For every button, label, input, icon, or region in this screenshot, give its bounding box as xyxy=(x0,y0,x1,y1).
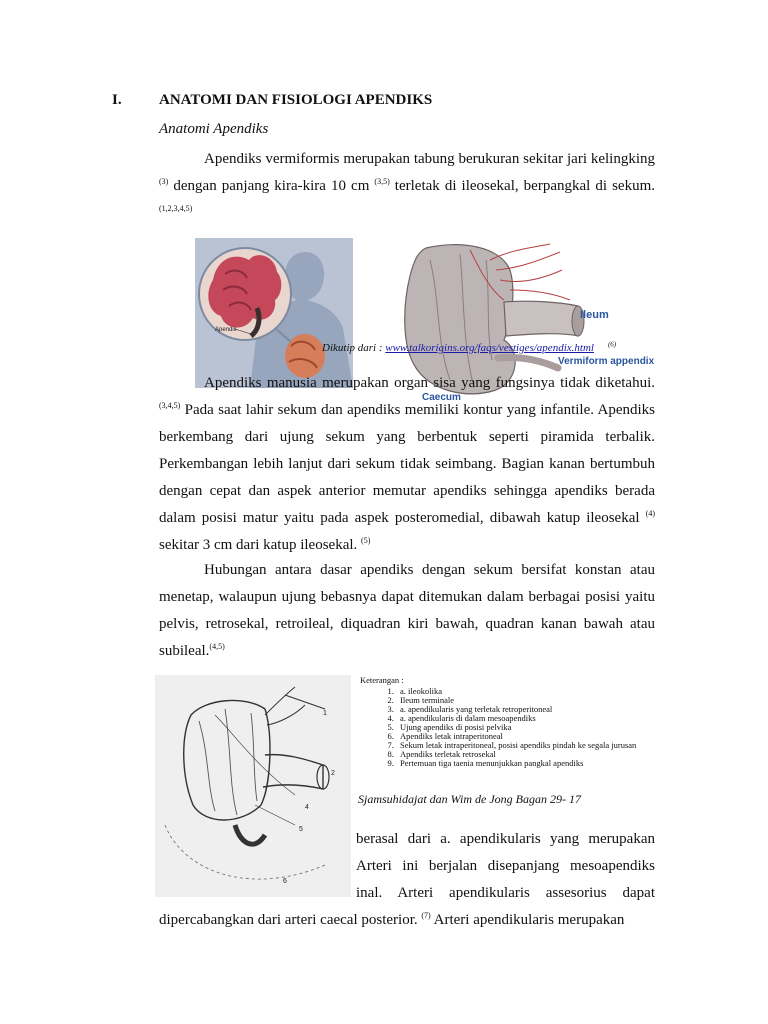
para4-text: Arteri apendikularis merupakan xyxy=(430,912,625,928)
svg-text:2: 2 xyxy=(331,770,335,777)
ileum-label: Ileum xyxy=(580,309,609,321)
section-title: ANATOMI DAN FISIOLOGI APENDIKS xyxy=(159,92,433,108)
source-link[interactable]: www.talkorigins.org/faqs/vestiges/apendix.html xyxy=(385,342,594,354)
appendix-location-illustration xyxy=(195,238,353,388)
paragraph-4-line-1: berasal dari a. apendikularis yang merupakan xyxy=(356,831,655,847)
caecum-label: Caecum xyxy=(422,392,461,403)
svg-text:5: 5 xyxy=(299,826,303,833)
legend-item: 8. Apendiks terletak retrosekal xyxy=(396,750,656,759)
legend-item: 1. a. ileokolika xyxy=(396,687,656,696)
para4-text: dipercabangkan dari arteri caecal posterior. xyxy=(159,912,422,928)
paragraph-4-line-2: Arteri ini berjalan disepanjang mesoapendiks xyxy=(356,858,655,874)
para2-text: Pada saat lahir sekum dan apendiks memiliki kontur yang infantile. Apendiks berkembang dari ujung sekum yang berbentuk seperti piramida terbalik. Perkembangan lebih lanjut dari sekum tidak seimbang. Bagian kanan bertumbuh dengan cepat dan aspek anterior memutar apendiks sehingga apendiks berada dalam posisi matur yaitu pada aspek posteromedial, dibawah katup ileosekal xyxy=(159,402,655,526)
legend-item: 6. Apendiks letak intraperitoneal xyxy=(396,732,656,741)
citation: (6) xyxy=(607,340,617,349)
citation: (4) xyxy=(645,509,655,518)
figure2-caption: Sjamsuhidajat dan Wim de Jong Bagan 29- 17 xyxy=(358,792,581,806)
appendix-label: Apendix xyxy=(215,327,237,333)
legend-title: Keterangan : xyxy=(360,675,404,685)
caption-prefix: Dikutip dari : xyxy=(322,342,386,354)
legend-item: 5. Ujung apendiks di posisi pelvika xyxy=(396,723,656,732)
legend-item: 9. Pertemuan tiga taenia menunjukkan pangkal apendiks xyxy=(396,759,656,768)
citation: (3,5) xyxy=(374,177,390,186)
paragraph-2 xyxy=(159,370,655,559)
para1-text: Apendiks vermiformis merupakan tabung berukuran sekitar jari kelingking xyxy=(204,151,655,167)
paragraph-4-line-4 xyxy=(159,907,655,934)
svg-text:1: 1 xyxy=(323,710,327,717)
svg-text:4: 4 xyxy=(305,804,309,811)
section-number: I. xyxy=(112,92,122,108)
legend-item: 3. a. apendikularis yang terletak retroperitoneal xyxy=(396,705,656,714)
citation: (4,5) xyxy=(209,642,225,651)
legend-item: 7. Sekum letak intraperitoneal, posisi apendiks pindah ke segala jurusan xyxy=(396,741,656,750)
para1-text: terletak di ileosekal, berpangkal di sekum. xyxy=(389,178,655,194)
para1-text: dengan panjang kira-kira 10 cm xyxy=(168,178,375,194)
paragraph-3 xyxy=(159,557,655,665)
svg-text:6: 6 xyxy=(283,878,287,885)
citation: (1,2,3,4,5) xyxy=(159,204,193,213)
citation: (3) xyxy=(159,177,169,186)
paragraph-4-line-3: inal. Arteri apendikularis assesorius dapat xyxy=(356,885,655,901)
para2-text: Apendiks manusia merupakan organ sisa yang fungsinya tidak diketahui. xyxy=(204,375,655,391)
legend-item: 2. Ileum terminale xyxy=(396,696,656,705)
figure2-legend xyxy=(360,676,656,768)
para3-text: Hubungan antara dasar apendiks dengan sekum bersifat konstan atau menetap, walaupun ujung bebasnya dapat ditemukan dalam berbagai posisi yaitu pelvis, retrosekal, retroileal, diquadran kiri bawah, quadran kanan bawah atau subileal. xyxy=(159,562,655,659)
figure1-caption xyxy=(322,342,616,354)
appendix-blood-supply-illustration xyxy=(155,675,351,897)
para2-text: sekitar 3 cm dari katup ileosekal. xyxy=(159,537,362,553)
legend-item: 4. a. apendikularis di dalam mesoapendiks xyxy=(396,714,656,723)
citation: (7) xyxy=(421,911,431,920)
vermiform-appendix-label: Vermiform appendix xyxy=(558,356,655,367)
subheading: Anatomi Apendiks xyxy=(159,121,269,137)
citation: (3,4,5) xyxy=(159,401,181,410)
citation: (5) xyxy=(361,536,371,545)
paragraph-1 xyxy=(159,146,655,227)
